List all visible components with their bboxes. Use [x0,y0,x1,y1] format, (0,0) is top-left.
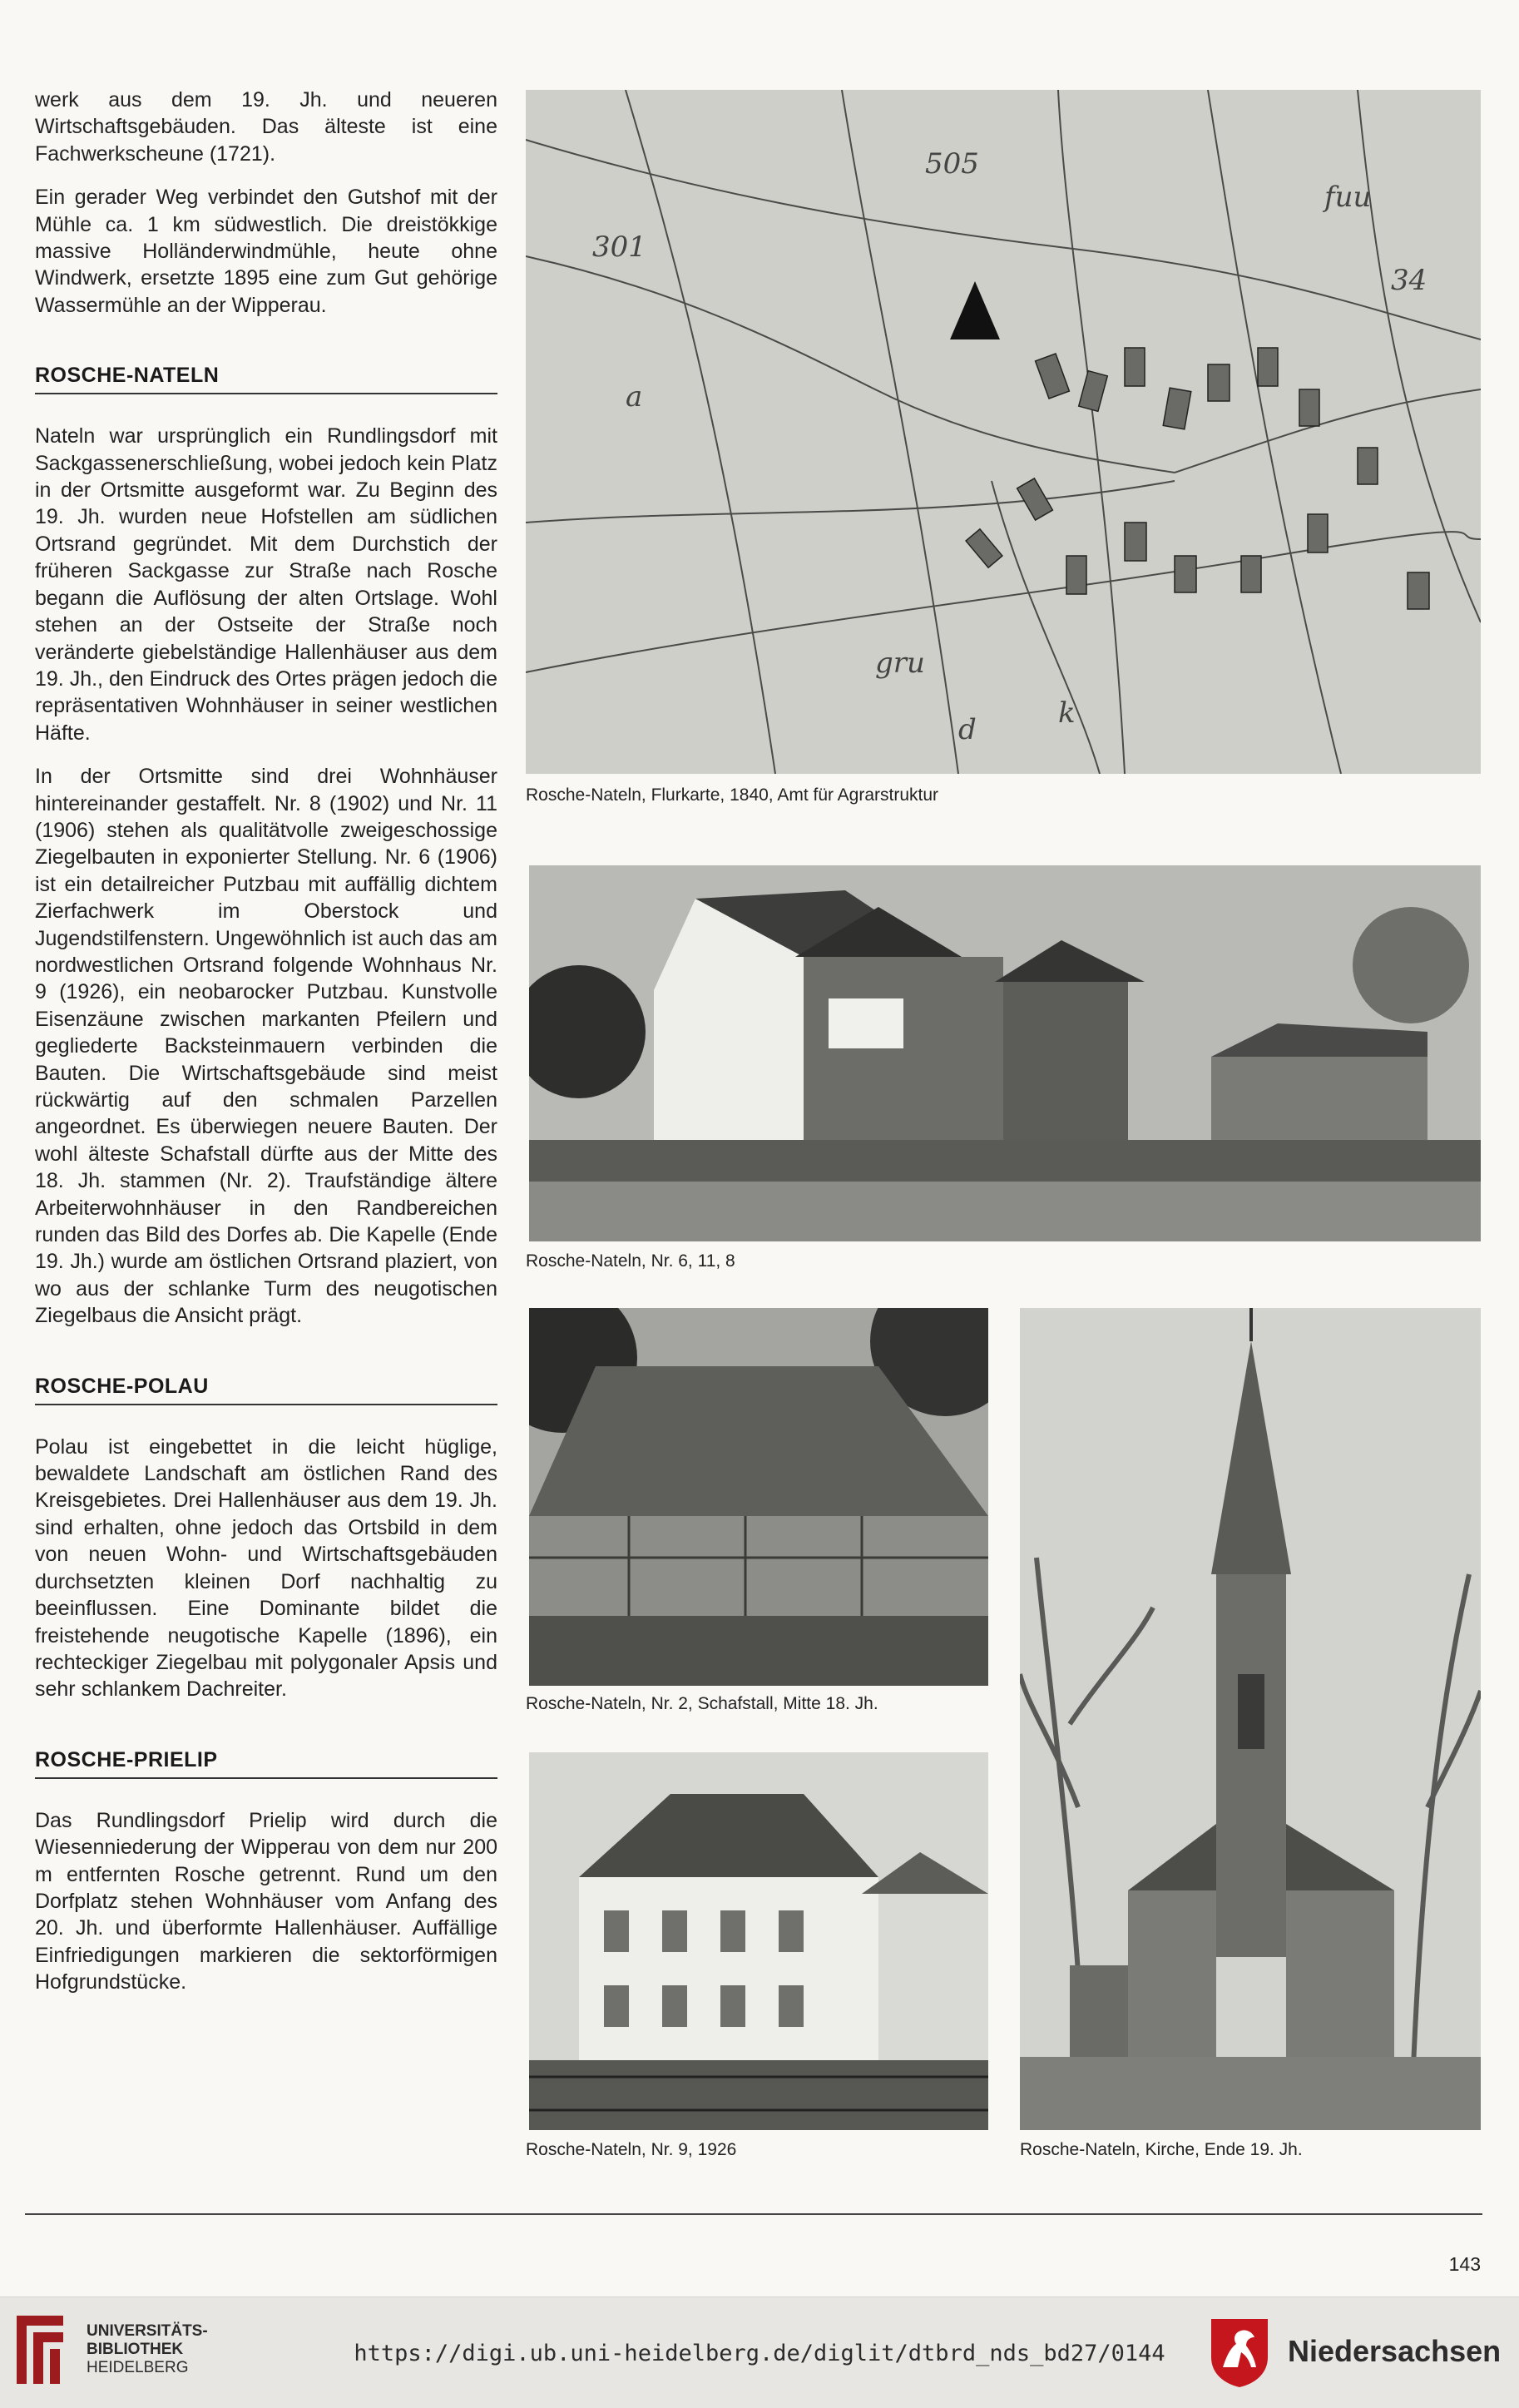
svg-text:34: 34 [1391,264,1427,297]
barn-caption: Rosche-Nateln, Nr. 2, Schafstall, Mitte 18. Jh. [526,1694,878,1713]
section-heading-prielip: ROSCHE-PRIELIP [35,1748,497,1779]
map-caption: Rosche-Nateln, Flurkarte, 1840, Amt für Agrarstruktur [526,785,939,805]
church-caption: Rosche-Nateln, Kirche, Ende 19. Jh. [1020,2140,1303,2159]
niedersachsen-horse-logo[interactable] [1208,2316,1271,2387]
nateln-paragraph-1: Nateln war ursprünglich ein Rundlingsdorf mit Sackgassenerschließung, wobei jedoch kein Platz in der Ortsmitte ausgeformt war. Zu Beginn des 19. Jh. wurden neue Hofstellen am südlichen Ortsrand gegründet. Mit dem Durchstich der früheren Sackgasse zur Straße nach Rosche begann die Auflösung der alten Ortslage. Wohl stehen an der Ostseite der Straße noch veränderte giebelständige Hallenhäuser aus dem 19. Jh., den Eindruck des Ortes prägen jedoch die repräsentativen Wohnhäuser in seiner westlichen Häfte. [35,424,497,745]
nateln-paragraph-2: In der Ortsmitte sind drei Wohnhäuser hintereinander gestaffelt. Nr. 8 (1902) und Nr. 11 (1906) stehen als qualitätvolle zweigeschossige Ziegelbauten in exponierter Stellung. Nr. 6 (1906) ist ein detailreicher Putzbau mit auffällig dichtem Zierfachwerk im Oberstock und Jugendstilfenstern. Ungewöhnlich ist auch das am nordwestlichen Ortsrand folgende Wohnhaus Nr. 9 (1926), ein neobarocker Putzbau. Kunstvolle Eisenzäune zwischen markanten Pfeilern und gegliederte Backsteinmauern verbinden die Bauten. Die Wirtschaftsgebäude sind meist rückwärtig auf den schmalen Parzellen angeordnet. Es überwiegen neuere Bauten. Der wohl älteste Schafstall dürfte aus der Mitte des 18. Jh. stammen (Nr. 2). Traufständige ältere Arbeiterwohnhäuser in den Randbereichen runden das Bild des Dorfes ab. Die Kapelle (Ende 19. Jh.) wurde am östlichen Ortsrand plaziert, von wo aus der schlanke Turm des neugotischen Ziegelbaus die Ansicht prägt. [35,765,497,1328]
svg-text:301: 301 [592,230,646,264]
svg-text:k: k [1058,696,1076,730]
houses-caption: Rosche-Nateln, Nr. 6, 11, 8 [526,1251,735,1271]
barn-photo [529,1308,988,1686]
houses-photo-image [529,865,1481,1241]
section-heading-nateln: ROSCHE-NATELN [35,364,497,394]
church-photo-image [1020,1308,1481,2130]
ub-name-line1: UNIVERSITÄTS- [87,2322,208,2340]
map-figure [526,90,1481,774]
svg-text:505: 505 [925,147,979,181]
section-heading-polau: ROSCHE-POLAU [35,1375,497,1405]
villa-photo [529,1752,988,2130]
text-column [35,87,497,2013]
intro-paragraph-1: werk aus dem 19. Jh. und neueren Wirtschaftsgebäuden. Das älteste ist eine Fachwerkscheune (1721). [35,88,497,166]
villa-caption: Rosche-Nateln, Nr. 9, 1926 [526,2140,737,2159]
svg-text:gru: gru [875,647,925,680]
viewer-footer [0,2297,1519,2408]
polau-paragraph-1: Polau ist eingebettet in die leicht hüglige, bewaldete Landschaft am östlichen Rand des Kreisgebietes. Drei Hallenhäuser aus dem 19. Jh. sind erhalten, ohne jedoch das Ortsbild in dem von neuen Wohn- und Wirtschaftsgebäuden durchsetzten kleinen Dorf nachhaltig zu beeinflussen. Eine Dominante bildet die freistehende neugotische Kapelle (1896), ein rechteckiger Ziegelbau mit polygonaler Apsis und sehr schlankem Dachreiter. [35,1434,497,1702]
cadastral-map-image [526,90,1481,774]
niedersachsen-label: Niedersachsen [1288,2334,1502,2368]
section-polau [35,1375,497,1703]
houses-photo [529,865,1481,1241]
niedersachsen-horse-icon [1208,2316,1271,2387]
ub-name-line2: BIBLIOTHEK [87,2341,184,2358]
svg-text:d: d [958,713,977,746]
prielip-paragraph-1: Das Rundlingsdorf Prielip wird durch die Wiesenniederung der Wipperau von dem nur 200 m entfernten Rosche getrennt. Rund um den Dorfplatz stehen Wohnhäuser vom Anfang des 20. Jh. und überformte Hallenhäuser. Auffällige Einfriedigungen markieren die sektorförmigen Hofgrundstücke. [35,1808,497,1994]
section-prielip [35,1748,497,1996]
section-nateln [35,364,497,1329]
villa-photo-image [529,1752,988,2130]
document-url-link[interactable]: https://digi.ub.uni-heidelberg.de/diglit/dtbrd_nds_bd27/0144 [354,2341,1165,2366]
church-photo [1020,1308,1481,2130]
barn-photo-image [529,1308,988,1686]
svg-text:fuu: fuu [1324,181,1372,214]
ub-name-line3: HEIDELBERG [87,2359,189,2376]
page-bottom-rule [25,2213,1482,2215]
svg-text:a: a [626,380,643,414]
intro-paragraph-2: Ein gerader Weg verbindet den Gutshof mit der Mühle ca. 1 km südwestlich. Die dreistökkige massive Holländerwindmühle, heute ohne Windwerk, ersetzte 1895 eine zum Gut gehörige Wassermühle an der Wipperau. [35,186,497,317]
page-number: 143 [1448,2253,1481,2275]
